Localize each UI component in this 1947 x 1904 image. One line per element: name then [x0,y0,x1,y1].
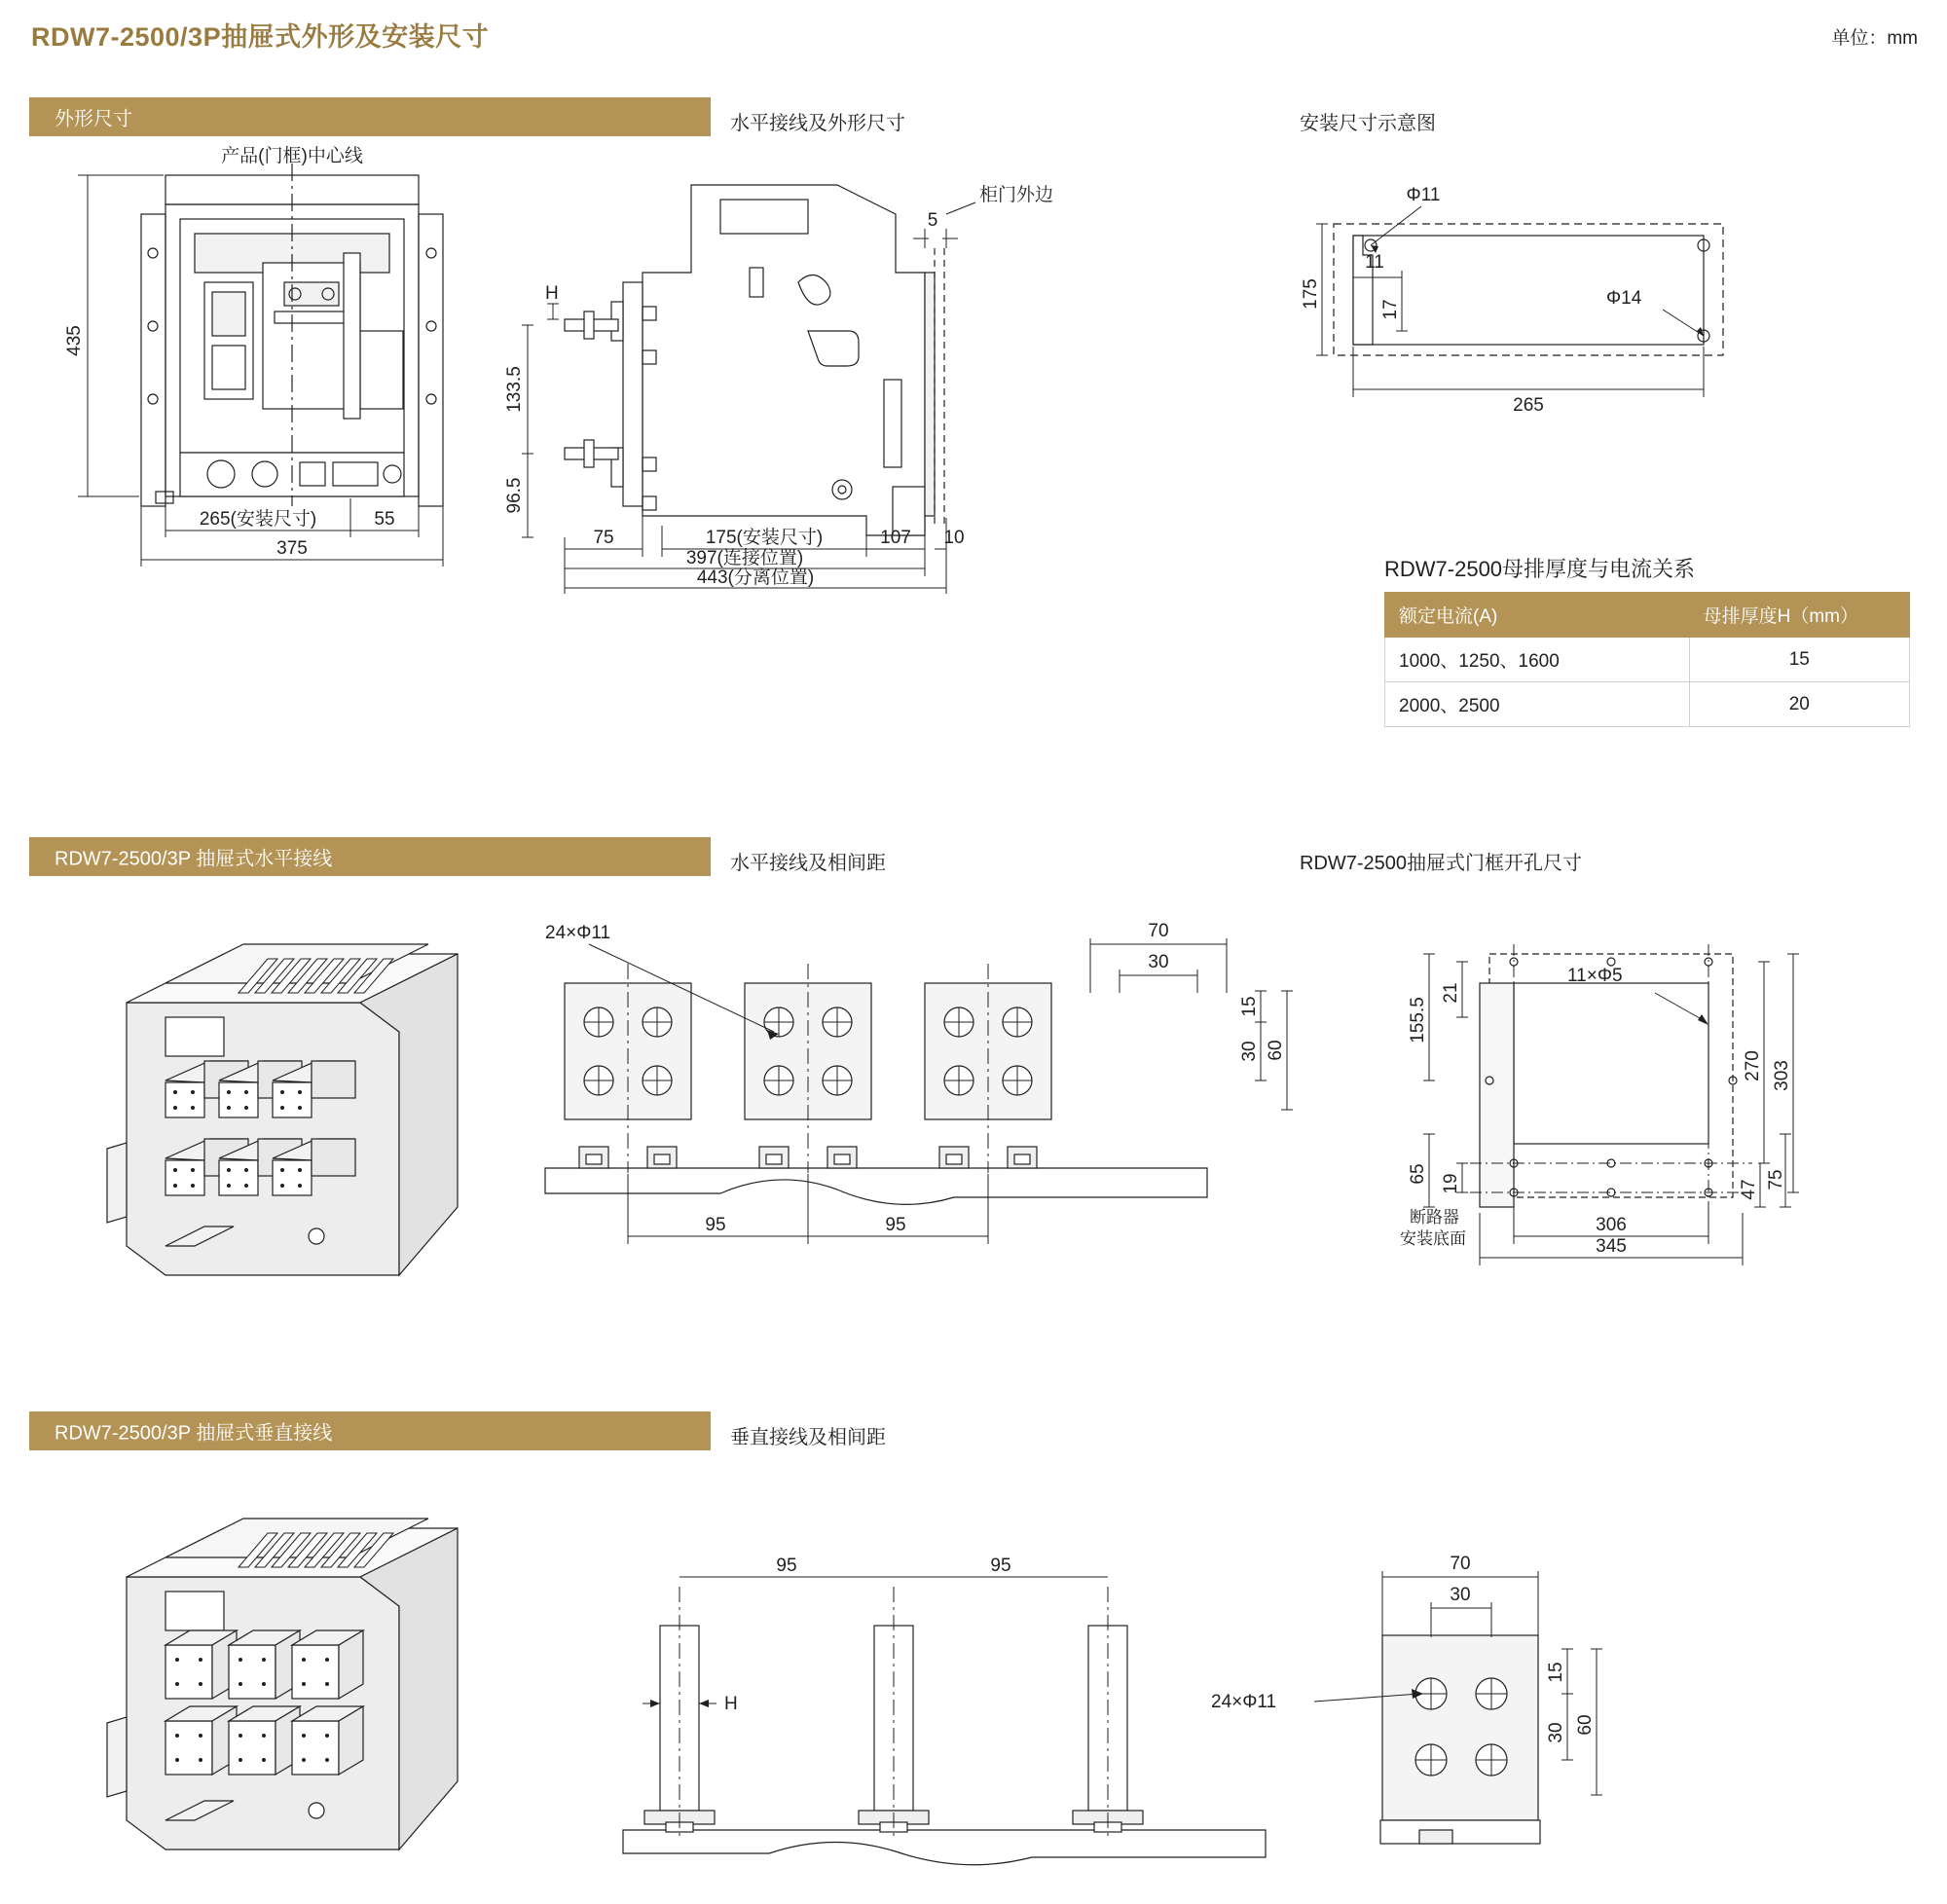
dim-mount-265: 265 [1513,395,1544,416]
drawing-breaker-vertical-3d [107,1499,516,1888]
subhead-vertical-phase-spacing: 垂直接线及相间距 [730,1427,886,1448]
drawing-vertical-spacing [623,1548,1266,1869]
section-bar-horizontal-wiring [29,837,711,876]
dim-horiz-95-left: 95 [705,1215,726,1235]
dim-side-door-gap: 5 [927,210,938,231]
table-cell-current: 2000、2500 [1385,682,1690,727]
drawing-breaker-horizontal-3d [107,925,516,1314]
label-vert-24xphi11: 24×Φ11 [1211,1692,1277,1712]
section-bar-outline-dimensions [29,97,711,136]
dim-vpad-70: 70 [1450,1554,1471,1574]
dim-front-mount-width: 265(安装尺寸) [199,509,317,530]
section-bar-label: RDW7-2500/3P 抽屉式垂直接线 [55,1422,333,1445]
dim-cutout-306: 306 [1596,1215,1627,1235]
drawing-door-cutout [1400,925,1830,1295]
drawing-front-view [58,146,516,584]
dim-horiz-95-right: 95 [885,1215,906,1235]
section-bar-vertical-wiring [29,1411,711,1450]
table-col-rated-current: 额定电流(A) [1385,593,1690,638]
dim-cutout-65: 65 [1408,1163,1428,1185]
spec-table [1384,592,1910,727]
dim-cutout-345: 345 [1596,1236,1627,1257]
dim-front-height: 435 [64,325,85,356]
dim-front-side: 55 [374,509,395,530]
dim-vpad-15: 15 [1546,1662,1566,1683]
label-door-edge: 柜门外边 [979,185,1054,205]
dim-vpad-60: 60 [1575,1714,1596,1736]
dim-cutout-75: 75 [1766,1169,1786,1190]
dim-side-75: 75 [593,528,614,548]
subhead-horizontal-phase-spacing: 水平接线及相间距 [730,853,886,874]
dim-side-96-5: 96.5 [504,477,525,514]
table-row [1385,682,1910,727]
dim-cutout-47: 47 [1739,1179,1759,1200]
dim-cutout-270: 270 [1743,1050,1763,1081]
label-center-line: 产品(门框)中心线 [221,146,363,166]
dim-cutout-303: 303 [1772,1060,1792,1091]
drawing-side-view [504,156,1275,594]
drawing-mounting-holes [1301,185,1772,438]
dim-side-133-5: 133.5 [504,366,525,413]
table-cell-thickness: 15 [1689,638,1909,682]
subhead-horizontal-wiring-outline: 水平接线及外形尺寸 [730,113,905,134]
dim-front-total-width: 375 [276,538,308,559]
dim-vert-95-left: 95 [776,1556,797,1576]
dim-pad-60: 60 [1266,1040,1286,1061]
dim-side-397: 397(连接位置) [685,548,804,568]
dim-side-443: 443(分离位置) [696,568,815,588]
dim-pad-70: 70 [1148,921,1169,941]
label-base-note-2: 安装底面 [1400,1229,1466,1248]
subhead-door-cutout: RDW7-2500抽屉式门框开孔尺寸 [1300,853,1583,874]
dim-vert-h: H [724,1694,738,1714]
dim-side-175: 175(安装尺寸) [705,528,824,548]
dim-vpad-30-top: 30 [1450,1585,1471,1605]
label-24xphi11: 24×Φ11 [545,923,611,943]
label-11xphi5: 11×Φ5 [1567,966,1623,986]
table-header-row [1385,593,1910,638]
dim-cutout-19: 19 [1441,1173,1461,1194]
unit-label: 单位：mm [1831,28,1918,49]
table-cell-current: 1000、1250、1600 [1385,638,1690,682]
label-hole-phi14: Φ14 [1606,288,1642,309]
dim-side-107: 107 [880,528,911,548]
dim-pad-15: 15 [1239,996,1260,1017]
dim-cutout-155-5: 155.5 [1408,997,1428,1044]
drawing-pad-detail-horizontal [1071,915,1314,1197]
drawing-pad-detail-vertical [1211,1548,1626,1869]
label-base-note-1: 断路器 [1410,1208,1459,1227]
spec-table-title: RDW7-2500母排厚度与电流关系 [1384,557,1696,581]
page-title: RDW7-2500/3P抽屉式外形及安装尺寸 [31,22,490,52]
dim-pad-30-side: 30 [1239,1041,1260,1062]
dim-side-h: H [545,283,559,304]
section-bar-label: RDW7-2500/3P 抽屉式水平接线 [55,848,333,870]
dim-pad-30-top: 30 [1148,952,1169,972]
subhead-mounting-dimension-diagram: 安装尺寸示意图 [1300,113,1436,134]
dim-mount-17: 17 [1380,299,1401,320]
label-hole-phi11: Φ11 [1406,185,1441,205]
section-bar-label: 外形尺寸 [55,108,132,130]
table-cell-thickness: 20 [1689,682,1909,727]
dim-vert-95-right: 95 [990,1556,1011,1576]
table-col-busbar-thickness: 母排厚度H（mm） [1689,593,1909,638]
table-row [1385,638,1910,682]
dim-mount-175: 175 [1301,278,1321,310]
dim-side-10: 10 [943,528,965,548]
dim-mount-11: 11 [1365,252,1384,273]
dim-vpad-30-side: 30 [1546,1722,1566,1743]
dim-cutout-21: 21 [1441,982,1461,1004]
